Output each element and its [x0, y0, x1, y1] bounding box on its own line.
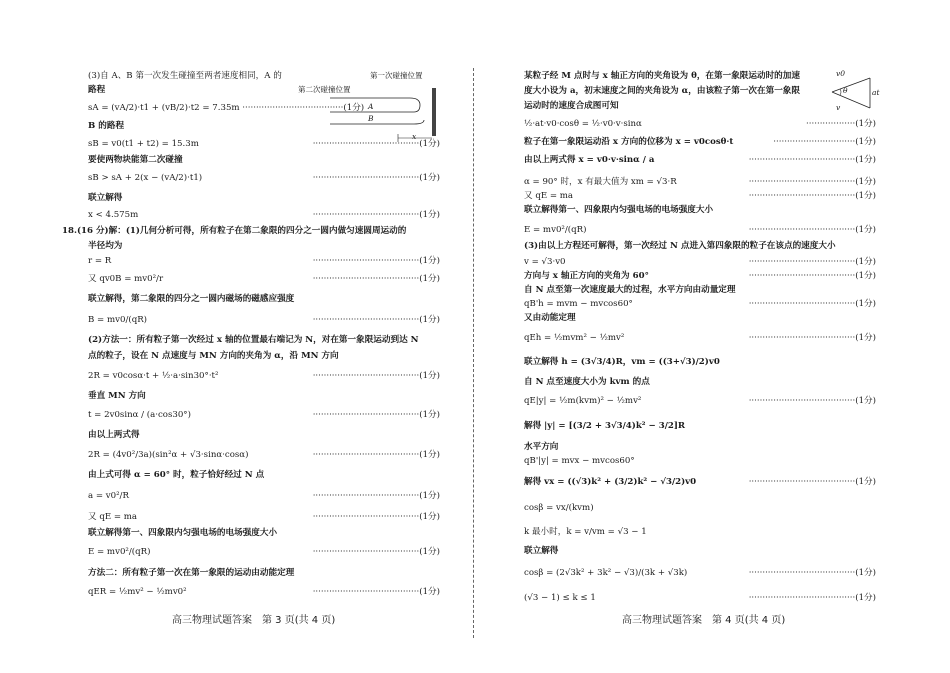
solution-line: 某粒子经 M 点时与 x 轴正方向的夹角设为 θ，在第一象限运动时的加速 — [524, 71, 800, 81]
block-a-label: A — [368, 102, 374, 111]
solution-line: qE|y| = ½m(kvm)² − ½mv² — [524, 396, 642, 406]
solution-line: 由以上两式得 — [88, 430, 140, 440]
score-mark: ·······································(1分) — [748, 257, 876, 267]
solution-line: 2R = (4v0²/3a)(sin²α + √3·sinα·cosα) — [88, 450, 249, 460]
solution-line: 点的粒子，设在 N 点速度与 MN 方向的夹角为 α，沿 MN 方向 — [88, 351, 339, 361]
solution-line: E = mv0²/(qR) — [88, 547, 151, 557]
score-mark: ·······································(1分) — [748, 396, 876, 406]
solution-line: B = mv0/(qR) — [88, 315, 148, 325]
score-mark: ··················(1分) — [806, 119, 876, 129]
v-label: v — [836, 103, 841, 112]
solution-line: B 的路程 — [88, 121, 125, 131]
score-mark: ·······································(1分) — [312, 173, 440, 183]
score-mark: ·······································(1分) — [312, 274, 440, 284]
solution-line: 又 qE = ma — [524, 191, 574, 201]
solution-line: 又 qE = ma — [88, 512, 138, 522]
solution-line: 联立解得，第二象限的四分之一圆内磁场的磁感应强度 — [88, 294, 295, 304]
score-mark: ·······································(1分) — [748, 177, 876, 187]
solution-line: 水平方向 — [524, 442, 559, 452]
block-b-label: B — [368, 114, 374, 123]
score-mark: ·······································(1分) — [748, 333, 876, 343]
solution-line: 由以上两式得 x = v0·v·sinα / a — [524, 155, 655, 165]
solution-line: (3)自 A、B 第一次发生碰撞至两者速度相同，A 的 — [88, 71, 282, 81]
score-mark: ·······································(1分) — [312, 315, 440, 325]
solution-line: 联立解得 — [88, 193, 123, 203]
score-mark: ·······································(1分) — [748, 155, 876, 165]
solution-line: 方向与 x 轴正方向的夹角为 60° — [524, 271, 649, 281]
solution-line: 粒子在第一象限运动沿 x 方向的位移为 x = v0cosθ·t — [524, 137, 734, 147]
left-page-footer: 高三物理试题答案 第 3 页(共 4 页) — [172, 615, 336, 626]
solution-line: 解得 |y| = [(3/2 + 3√3/4)k² − 3/2]R — [524, 421, 686, 431]
score-mark: ·······································(1分) — [748, 477, 876, 487]
score-mark: ·······································(1分) — [312, 371, 440, 381]
solution-line: 18.(16 分)解：(1)几何分析可得，所有粒子在第二象限的四分之一圆内做匀速圆周运动的 — [62, 226, 407, 236]
solution-line: 要使两物块能第二次碰撞 — [88, 155, 183, 165]
distance-x-label: x — [412, 132, 417, 141]
solution-line: x < 4.575m — [88, 210, 139, 220]
score-mark: ·······································(1分) — [312, 410, 440, 420]
score-mark: ······························(1分) — [773, 137, 876, 147]
solution-line: qER = ½mv² − ½mv0² — [88, 587, 187, 597]
score-mark: ·······································(1分) — [748, 271, 876, 281]
solution-line: 自 N 点至速度大小为 kvm 的点 — [524, 377, 650, 387]
solution-line: 路程 — [88, 85, 106, 95]
right-page-footer: 高三物理试题答案 第 4 页(共 4 页) — [622, 615, 786, 626]
theta-label: θ — [843, 86, 848, 95]
at-label: at — [872, 88, 880, 97]
solution-line: a = v0²/R — [88, 491, 129, 501]
score-mark: ·······································(1分) — [312, 512, 440, 522]
velocity-triangle-diagram — [826, 70, 882, 116]
solution-line: 解得 vx = ((√3)k² + (3/2)k² − √3/2)v0 — [524, 477, 697, 487]
solution-line: (2)方法一：所有粒子第一次经过 x 轴的位置最右端记为 N，对在第一象限运动到达 N — [88, 335, 419, 345]
collision-diagram — [298, 68, 440, 146]
solution-line: E = mv0²/(qR) — [524, 225, 587, 235]
solution-line: 联立解得第一、四象限内匀强电场的电场强度大小 — [88, 528, 278, 538]
solution-line: 垂直 MN 方向 — [88, 391, 146, 401]
solution-line: 运动时的速度合成图可知 — [524, 101, 619, 111]
first-collision-label: 第一次碰撞位置 — [370, 71, 423, 80]
score-mark: ·······································(1分) — [312, 587, 440, 597]
solution-line: qB'h = mvm − mvcos60° — [524, 299, 633, 309]
score-mark: ·······································(1分) — [312, 210, 440, 220]
score-mark: ·······································(1分) — [748, 225, 876, 235]
solution-line: qEh = ½mvm² − ½mv² — [524, 333, 625, 343]
solution-line: sB > sA + 2(x − (vA/2)·t1) — [88, 173, 203, 183]
score-mark: ·······································(1分) — [312, 491, 440, 501]
solution-line: t = 2v0sinα / (a·cos30°) — [88, 410, 191, 420]
solution-line: 又由动能定理 — [524, 313, 576, 323]
second-collision-label: 第二次碰撞位置 — [298, 85, 351, 94]
solution-line: cosβ = (2√3k² + 3k² − √3)/(3k + √3k) — [524, 568, 688, 578]
solution-line: 度大小设为 a，初末速度之间的夹角设为 α，由该粒子第一次在第一象限 — [524, 86, 800, 96]
solution-line: 2R = v0cosα·t + ½·a·sin30°·t² — [88, 371, 219, 381]
score-mark: ·······································(1分) — [312, 256, 440, 266]
solution-line: qB'|y| = mvx − mvcos60° — [524, 456, 635, 466]
solution-line: v = √3·v0 — [524, 257, 566, 267]
solution-line: 自 N 点至第一次速度最大的过程，水平方向由动量定理 — [524, 285, 736, 295]
score-mark: ·······································(1分) — [748, 593, 876, 603]
v0-label: v0 — [836, 69, 846, 78]
solution-line: 联立解得 h = (3√3/4)R，vm = ((3+√3)/2)v0 — [524, 357, 720, 367]
solution-line: sA = (vA/2)·t1 + (vB/2)·t2 = 7.35m ·····································(1分) — [88, 103, 365, 113]
solution-line: r = R — [88, 256, 112, 266]
score-mark: ·······································(1分) — [312, 450, 440, 460]
solution-line: 由上式可得 α = 60° 时，粒子恰好经过 N 点 — [88, 470, 265, 480]
solution-line: (3)由以上方程还可解得，第一次经过 N 点进入第四象限的粒子在该点的速度大小 — [524, 241, 836, 251]
solution-line: cosβ = vx/(kvm) — [524, 503, 594, 513]
solution-line: ½·at·v0·cosθ = ½·v0·v·sinα — [524, 119, 642, 129]
score-mark: ·······································(1分) — [312, 547, 440, 557]
page-divider — [473, 68, 474, 638]
solution-line: k 最小时，k = v/vm = √3 − 1 — [524, 527, 647, 537]
solution-line: α = 90° 时，x 有最大值为 xm = √3·R — [524, 177, 677, 187]
solution-line: (√3 − 1) ≤ k ≤ 1 — [524, 593, 596, 603]
solution-line: 联立解得第一、四象限内匀强电场的电场强度大小 — [524, 205, 714, 215]
score-mark: ·······································(1分) — [748, 299, 876, 309]
solution-line: 方法二：所有粒子第一次在第一象限的运动由动能定理 — [88, 568, 295, 578]
score-mark: ·······································(1分) — [748, 568, 876, 578]
score-mark: ·······································(1分) — [312, 139, 440, 149]
solution-line: 联立解得 — [524, 546, 559, 556]
solution-line: 又 qv0B = mv0²/r — [88, 274, 164, 284]
score-mark: ·······································(1分) — [748, 191, 876, 201]
solution-line: 半径均为 — [88, 241, 123, 251]
solution-line: sB = v0(t1 + t2) = 15.3m — [88, 139, 199, 149]
